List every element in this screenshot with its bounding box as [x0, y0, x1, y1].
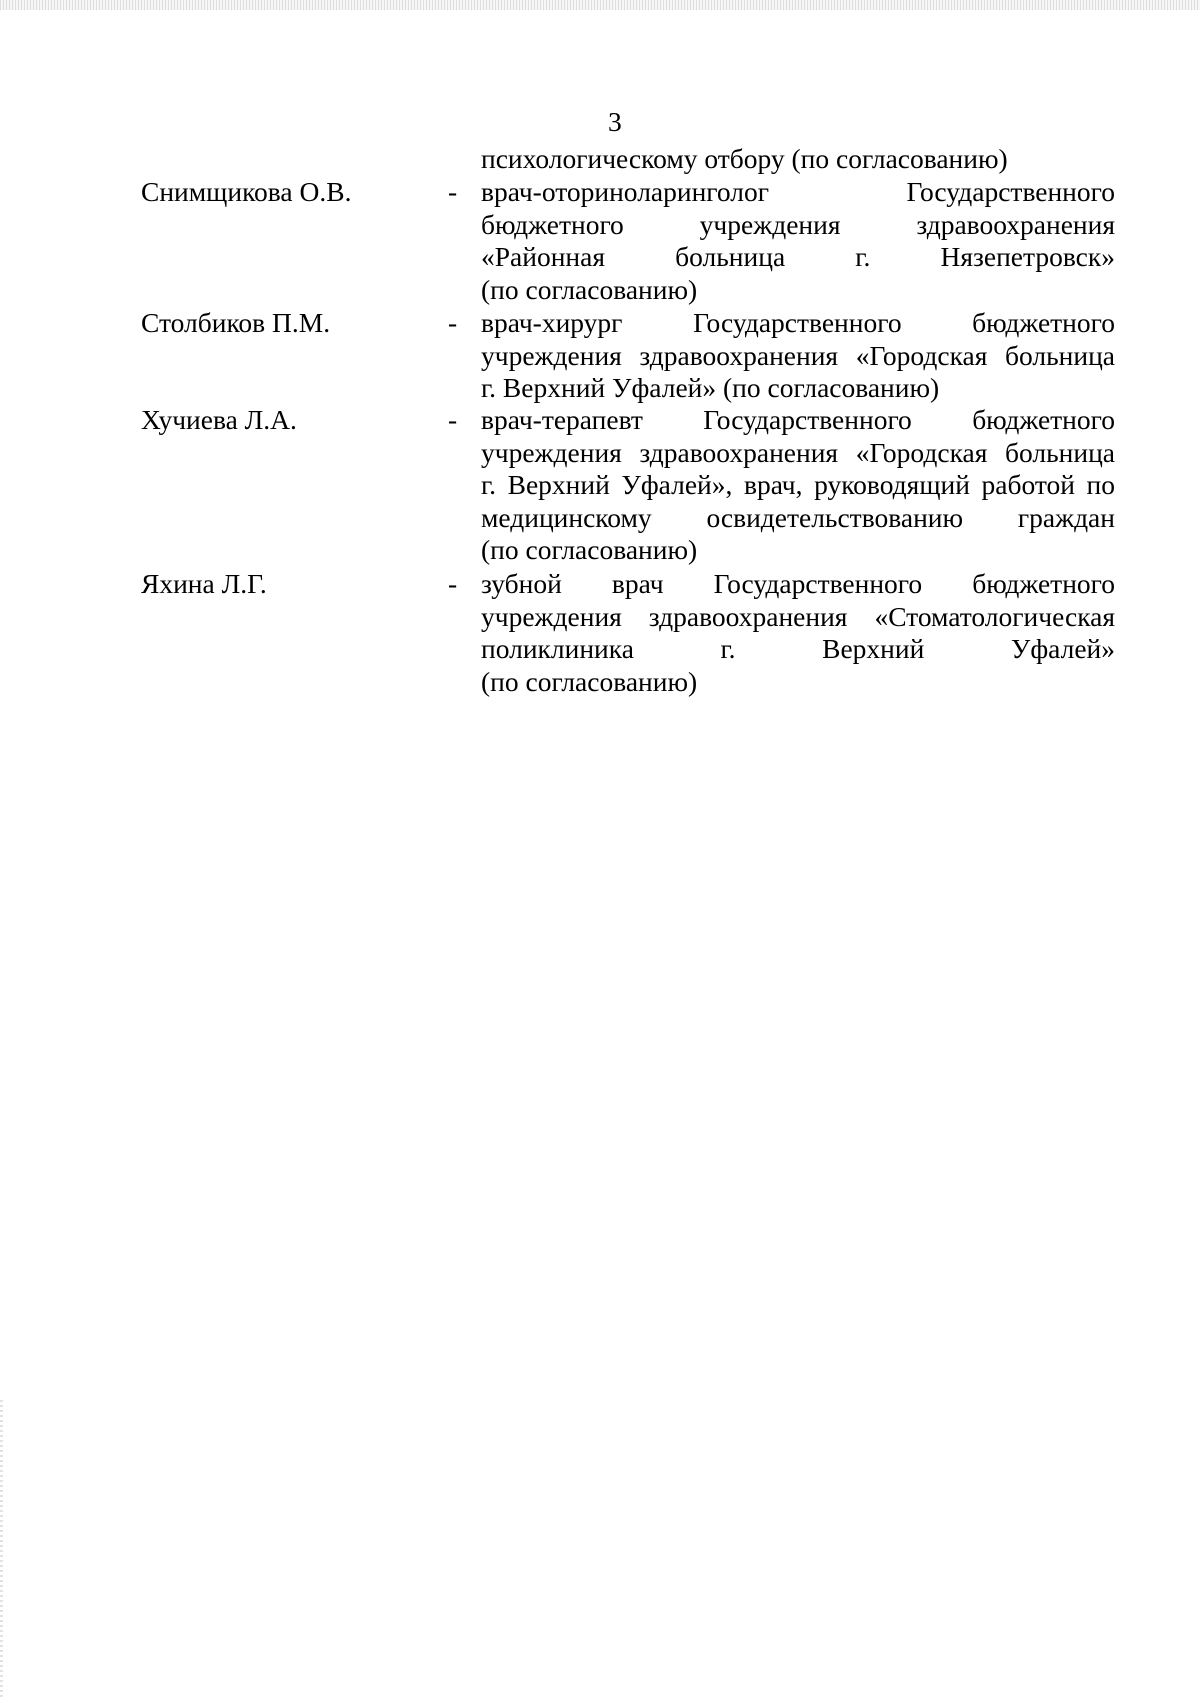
member-name: Снимщикова О.В.	[141, 176, 352, 207]
member-dash: -	[448, 404, 458, 435]
member-dash: -	[448, 568, 458, 599]
scan-edge-left	[0, 1400, 3, 1698]
member-dash: -	[448, 176, 458, 207]
description-line: врач-хирург Государственного бюджетного	[481, 307, 1115, 338]
description-line: (по согласованию)	[481, 273, 698, 305]
member-name: Яхина Л.Г.	[141, 568, 267, 599]
member-name: Столбиков П.М.	[141, 307, 331, 338]
description-line: (по согласованию)	[481, 665, 698, 697]
description-line: (по согласованию)	[481, 534, 698, 565]
description-line: «Районная больница г. Нязепетровск»	[481, 241, 1115, 272]
description-line: медицинскому освидетельствованию граждан	[481, 501, 1115, 533]
description-line: г. Верхний Уфалей», врач, руководящий работой по	[481, 469, 1115, 500]
member-dash: -	[448, 307, 458, 338]
member-name: Хучиева Л.А.	[141, 404, 297, 435]
description-line: учреждения здравоохранения «Городская больница	[481, 339, 1115, 371]
description-line: учреждения здравоохранения «Стоматологическая	[481, 600, 1115, 632]
description-line: врач-терапевт Государственного бюджетного	[481, 404, 1115, 435]
description-line: поликлиника г. Верхний Уфалей»	[481, 633, 1115, 664]
description-line: г. Верхний Уфалей» (по согласованию)	[481, 372, 940, 403]
description-line: учреждения здравоохранения «Городская больница	[481, 436, 1115, 468]
description-line: зубной врач Государственного бюджетного	[481, 568, 1115, 599]
member-description	[481, 307, 1115, 405]
member-description	[481, 404, 1115, 567]
description-line: бюджетного учреждения здравоохранения	[481, 208, 1115, 240]
description-line: врач-оториноларинголог Государственного	[481, 176, 1115, 207]
continuation-line: психологическому отбору (по согласованию)	[481, 143, 1008, 174]
member-description	[481, 568, 1115, 698]
page-number: 3	[608, 106, 622, 137]
member-description	[481, 176, 1115, 306]
scan-edge-top	[0, 0, 1200, 10]
